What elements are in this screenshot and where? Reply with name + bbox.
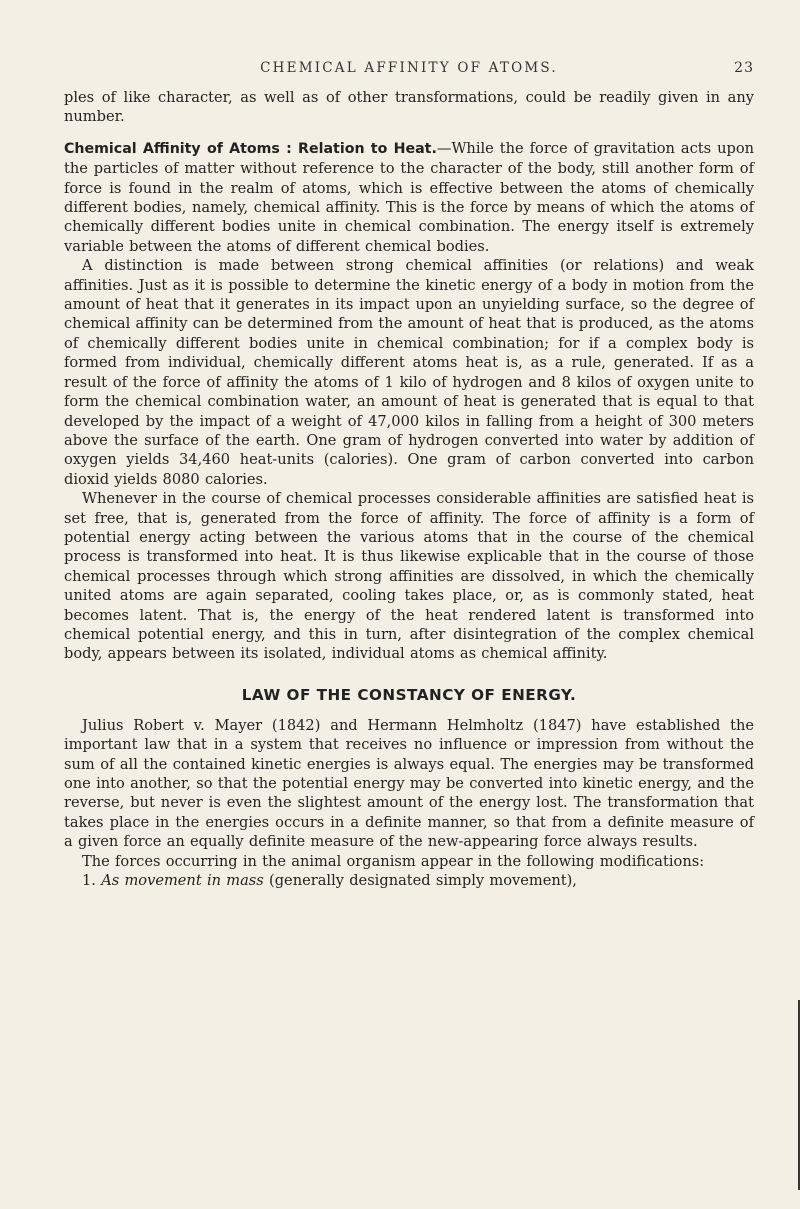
running-head: CHEMICAL AFFINITY OF ATOMS. — [260, 60, 558, 76]
section-heading-chemical-affinity: Chemical Affinity of Atoms : Relation to Heat. — [64, 140, 437, 157]
section-chemical-affinity-paragraph-1 — [64, 139, 754, 256]
list-item-1-text: (generally designated simply movement), — [269, 872, 577, 890]
page-body — [64, 88, 754, 890]
section-constancy-paragraph-2: The forces occurring in the animal organism appear in the following modifications: — [82, 852, 705, 870]
list-item-1-number: 1. — [82, 872, 96, 890]
page-number: 23 — [734, 60, 754, 76]
list-item-1 — [64, 871, 754, 890]
section-chemical-affinity-paragraph-3: Whenever in the course of chemical processes considerable affinities are satisfied heat is set free, that is, generated from the force of affinity. The force of affinity is a form of potential energy acting between the various atoms that in the course of the chemical process is transformed into heat. It is thus likewise explicable that in the course of those chemical processes through which strong affinities are dissolved, in which the chemically united atoms are again separated, cooling takes place, or, as is commonly stated, heat becomes latent. That is, the energy of the heat rendered latent is transformed into chemical potential energy, and this in turn, after disintegration of the complex chemical body, appears between its isolated, individual atoms as chemical affinity. — [64, 490, 754, 663]
section-constancy-paragraph-1: Julius Robert v. Mayer (1842) and Hermann Helmholtz (1847) have established the important law that in a system that receives no influence or impression from without the sum of all the contained kinetic energies is always equal. The energies may be transformed one into another, so that the potential energy may be converted into kinetic energy, and the reverse, but never is even the slightest amount of the energy lost. The transformation that takes place in the energies occurs in a definite manner, so that from a definite measure of a given force an equally definite measure of the new-appearing force always results. — [64, 716, 754, 851]
continuation-paragraph: ples of like character, as well as of other transformations, could be readily given in any number. — [64, 89, 754, 126]
section-chemical-affinity-paragraph-2: A distinction is made between strong chemical affinities (or relations) and weak affinities. Just as it is possible to determine the kinetic energy of a body in motion from the amount of heat that it generates in its impact upon an unyielding surface, so the degree of chemical affinity can be determined from the amount of heat that is produced, as the atoms of chemically different bodies unite in chemical combination; for if a complex body is formed from individual, chemically different atoms heat is, as a rule, generated. If as a result of the force of affinity the atoms of 1 kilo of hydrogen and 8 kilos of oxygen unite to form the chemical combination water, an amount of heat is generated that is equal to that developed by the impact of a weight of 47,000 kilos in falling from a height of 300 meters above the surface of the earth. One gram of hydrogen converted into water by addition of oxygen yields 34,460 heat-units (calories). One gram of carbon converted into carbon dioxid yields 8080 calories. — [64, 257, 754, 488]
section-heading-constancy-of-energy: LAW OF THE CONSTANCY OF ENERGY. — [241, 685, 577, 704]
section-1-paragraph-1-text: —While the force of gravitation acts upon the particles of matter without reference to the character of the body, still another form of force is found in the realm of atoms, which is effective between the atoms of chemically different bodies, namely, chemical affinity. This is the force by means of which the atoms of chemically different bodies unite in chemical combination. The energy itself is extremely variable between the atoms of different chemical bodies. — [64, 139, 755, 255]
list-item-1-italic: As movement in mass — [101, 872, 264, 890]
